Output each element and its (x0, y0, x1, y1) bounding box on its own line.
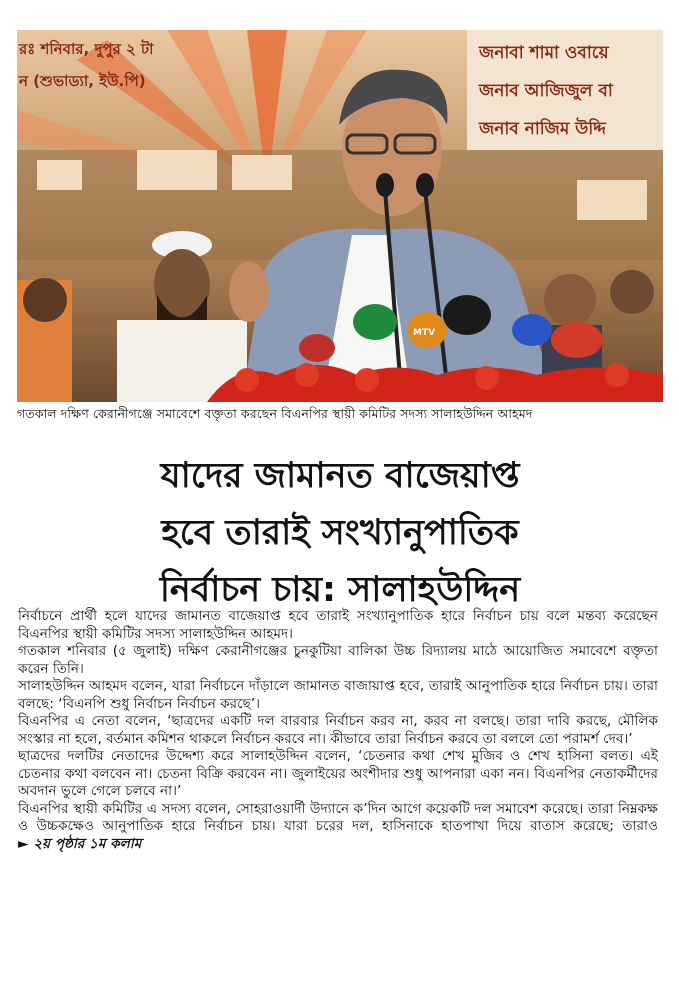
banner-right-line-1: জনাবা শামা ওবায়ে (479, 43, 609, 63)
headline-line-2: হবে তারাই সংখ্যানুপাতিক (161, 513, 519, 553)
triangle-arrow-icon: ► (18, 835, 29, 852)
article-body (18, 608, 658, 853)
article-paragraph-1: নির্বাচনে প্রার্থী হলে যাদের জামানত বাজেয়াপ্ত হবে তারাই সংখ্যানুপাতিক হারে নির্বাচন চায় বলে মন্তব্য করেছেন বিএনপির স্থায়ী কমিটির সদস্য সালাহউদ্দিন আহমদ। (18, 608, 658, 642)
continuation-text: ২য় পৃষ্ঠার ১ম কলাম (33, 835, 142, 852)
article-paragraph-6 (18, 801, 658, 854)
banner-right-line-2: জনাব আজিজুল বা (479, 81, 613, 101)
article-paragraph-5: ছাত্রদের দলটির নেতাদের উদ্দেশ্য করে সালাহউদ্দিন বলেন, ‘চেতনার কথা শেখ মুজিব ও শেখ হাসিনা বলত। এই চেতনার কথা বলবেন না। চেতনা বিক্রি করবেন না। জুলাইয়ের অংশীদার শুধু আপনারা একা নন। বিএনপির নেতাকর্মীদের অবদান ভুলে গেলে চলবে না।’ (18, 748, 658, 799)
speaker-photo (17, 30, 663, 402)
article-paragraph-4: বিএনপির এ নেতা বলেন, ‘ছাত্রদের একটি দল বারবার নির্বাচন করব না, করব না বলছে। তারা দাবি করছে, মৌলিক সংস্কার না হলে, বর্তমান কমিশন থাকলে নির্বাচন করবে না। কীভাবে তারা নির্বাচন করবে তা বললে তো পরামর্শ দেব।’ (18, 713, 658, 747)
headline (20, 448, 660, 619)
continuation-jump[interactable] (18, 836, 141, 852)
banner-left-line-1: রঃ শনিবার, দুপুর ২ টা (19, 40, 154, 58)
headline-line-1: যাদের জামানত বাজেয়াপ্ত (160, 456, 520, 496)
mic-label: MTV (413, 328, 436, 338)
article-paragraph-3: সালাহউদ্দিন আহমদ বলেন, যারা নির্বাচনে দাঁড়ালে জামানত বাজায়াপ্ত হবে, তারাই আনুপাতিক হারে নির্বাচন চায়। তারা বলছে: ‘বিএনপি শুধু নির্বাচন নির্বাচন করছে’। (18, 678, 658, 712)
article-paragraph-6-text: বিএনপির স্থায়ী কমিটির এ সদস্য বলেন, সোহরাওয়ার্দী উদ্যানে ক’দিন আগে কয়েকটি দল সমাবেশ করেছে। তারা নিম্নকক্ষ ও উচ্চকক্ষেও আনুপাতিক হারে নির্বাচন চায়। যারা চরের দল, হাসিনাকে হাতপাখা দিয়ে বাতাস করেছে; তারাও (18, 800, 658, 834)
article-paragraph-2: গতকাল শনিবার (৫ জুলাই) দক্ষিণ কেরানীগঞ্জের চুনকুটিয়া বালিকা উচ্চ বিদ্যালয় মাঠে আয়োজিত সমাবেশে বক্তৃতা করেন তিনি। (18, 643, 658, 677)
headline-line-3: নির্বাচন চায়: সালাহউদ্দিন (159, 570, 521, 610)
photo-caption: গতকাল দক্ষিণ কেরানীগঞ্জে সমাবেশে বক্তৃতা করছেন বিএনপির স্থায়ী কমিটির সদস্য সালাহউদ্দিন আহমদ (17, 406, 533, 421)
banner-left-line-2: ন (শুভাড্যা, ইউ.পি) (19, 72, 146, 90)
banner-right-line-3: জনাব নাজিম উদ্দি (479, 119, 606, 139)
